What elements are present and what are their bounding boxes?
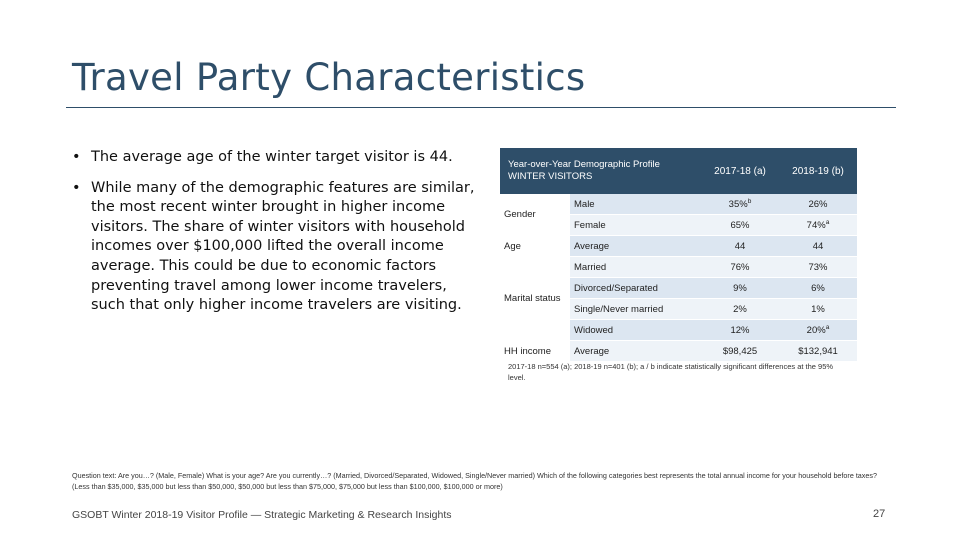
question-text: Question text: Are you…? (Male, Female) What is your age? Are you currently…? (Married, Divorced/Separated, Widowed, Single/Never married) Which of the following categories best represents the total annual income for your household before taxes? (Less than $35,000, $35,000 but less than $50,000, $50,000 but less than $75,000, $75,000 but less than $100,000, $100,000 or more) <box>72 471 877 491</box>
slide-footer: GSOBT Winter 2018-19 Visitor Profile — Strategic Marketing & Research Insights <box>72 509 452 521</box>
bullet-text: The average age of the winter target visitor is 44. <box>91 149 453 165</box>
value-2017-18: 44 <box>701 236 779 257</box>
value-2017-18: $98,425 <box>701 341 779 362</box>
table-header-label <box>500 148 701 194</box>
table-header-line2: WINTER VISITORS <box>508 171 593 182</box>
row-label: Widowed <box>570 320 701 341</box>
significance-marker: b <box>747 197 752 205</box>
value-2017-18: 12% <box>701 320 779 341</box>
group-label-marital-status: Marital status <box>500 257 570 341</box>
group-label-hh-income: HH income <box>500 341 570 362</box>
value-2018-19: 74%$^a$ <box>779 215 857 236</box>
table-row <box>500 194 857 215</box>
value-2018-19: $132,941 <box>779 341 857 362</box>
table-row <box>500 341 857 362</box>
table-row <box>500 236 857 257</box>
group-label-gender: Gender <box>500 194 570 236</box>
row-label: Average <box>570 236 701 257</box>
title-divider <box>66 107 896 108</box>
value-2018-19: 6% <box>779 278 857 299</box>
demographic-table-container <box>500 148 862 362</box>
significance-marker: a <box>825 323 830 331</box>
value-2018-19: 73% <box>779 257 857 278</box>
row-label: Male <box>570 194 701 215</box>
row-label: Single/Never married <box>570 299 701 320</box>
demographic-profile-table <box>500 148 857 362</box>
value-2017-18: 35%$^b$ <box>701 194 779 215</box>
group-label-age: Age <box>500 236 570 257</box>
table-row <box>500 257 857 278</box>
value-2018-19: 1% <box>779 299 857 320</box>
value-2017-18: 2% <box>701 299 779 320</box>
bullet-icon: • <box>72 179 81 196</box>
table-header-line1: Year-over-Year Demographic Profile <box>508 159 660 170</box>
row-label: Female <box>570 215 701 236</box>
bullet-list <box>72 148 482 327</box>
bullet-text: While many of the demographic features are similar, the most recent winter brought in higher income visitors. The share of winter visitors with household incomes over $100,000 lifted the overall income average. This could be due to economic factors preventing travel among lower income travelers, such that only higher income travelers are visiting. <box>91 179 475 314</box>
bullet-icon: • <box>72 149 81 165</box>
table-footnote: 2017-18 n=554 (a); 2018-19 n=401 (b); a / b indicate statistically significant differences at the 95% level. <box>508 362 834 382</box>
slide-title: Travel Party Characteristics <box>72 56 586 99</box>
column-header-2018-19: 2018-19 (b) <box>779 148 857 194</box>
row-label: Average <box>570 341 701 362</box>
bullet-item <box>72 148 482 168</box>
value-2018-19: 44 <box>779 236 857 257</box>
value-2018-19: 26% <box>779 194 857 215</box>
value-2017-18: 65% <box>701 215 779 236</box>
row-label: Divorced/Separated <box>570 278 701 299</box>
column-header-2017-18: 2017-18 (a) <box>701 148 779 194</box>
significance-marker: a <box>825 218 830 226</box>
value-2017-18: 76% <box>701 257 779 278</box>
table-header-row <box>500 148 857 194</box>
row-label: Married <box>570 257 701 278</box>
bullet-item <box>72 179 482 316</box>
page-number: 27 <box>873 508 886 520</box>
value-2017-18: 9% <box>701 278 779 299</box>
value-2018-19: 20%$^a$ <box>779 320 857 341</box>
